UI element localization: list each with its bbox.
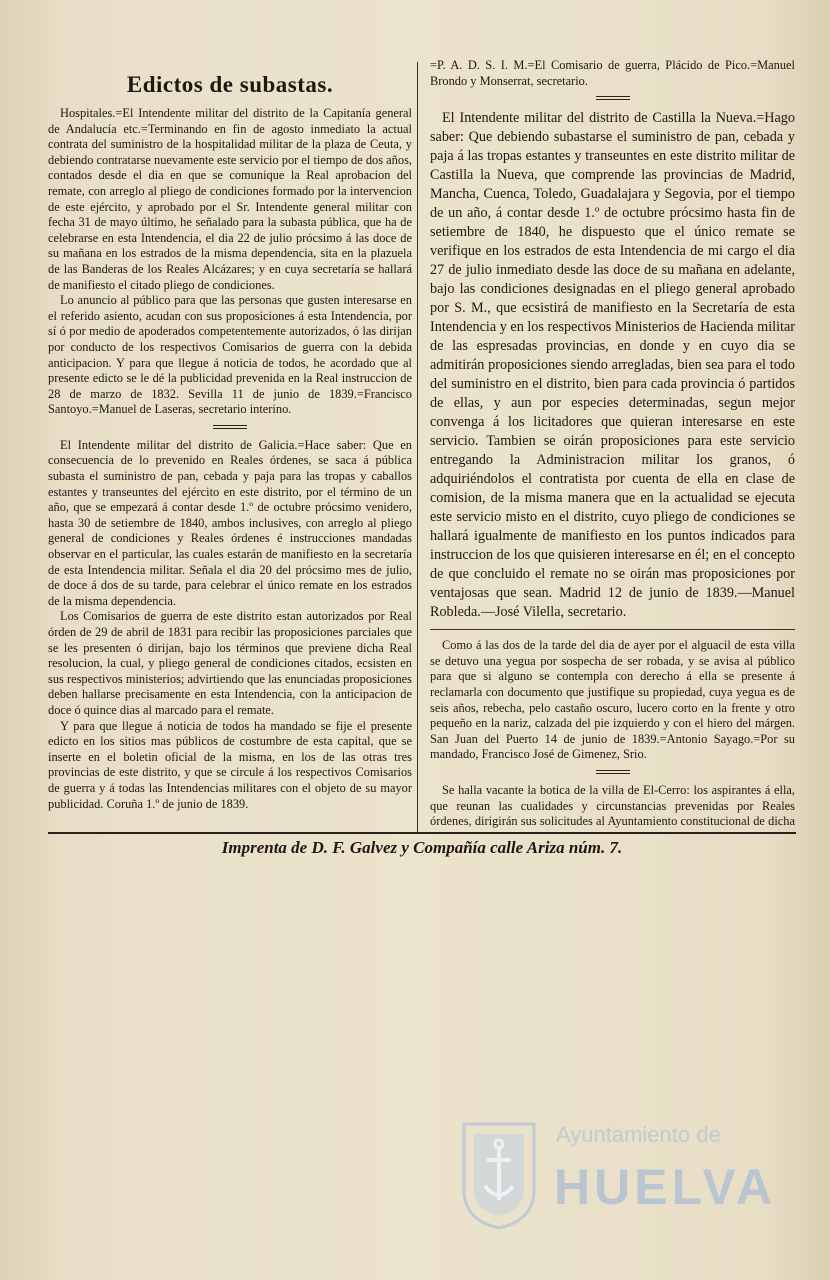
separator (430, 93, 795, 103)
edict-sevilla-notice: Lo anuncio al público para que las personas que gusten interesarse en el referido asiento, acudan con sus proposiciones á esta Intendencia, por sí ó por medio de apoderados competentemente autorizados, ó las dirijan por conducto de los respectivos Comisarios de guerra con la debida anticipacion. Y para que llegue á noticia de todos, he acordado que al presente edicto se le dé la publicidad prevenida en la Real instruccion de 28 de marzo de 1832. Sevilla 11 de junio de 1839.=Francisco Santoyo.=Manuel de Laseras, secretario interino. (48, 293, 412, 417)
signoff-line: =P. A. D. S. I. M.=El Comisario de guerra, Plácido de Pico.=Manuel Brondo y Monserrat, secretario. (430, 58, 795, 88)
separator (48, 422, 412, 432)
edict-galicia-publicidad: Y para que llegue á noticia de todos ha mandado se fije el presente edicto en los sitios mas públicos de costumbre de esta capital, que se inserte en el boletin oficial de la misma, en los de las otras tres provincias de este distrito, y que se circule á los respectivos Comisarios de guerra y á todas las Intendencias militares con el objeto de su mayor publicidad. Coruña 1.º de junio de 1839. (48, 718, 412, 811)
edict-galicia: El Intendente militar del distrito de Galicia.=Hace saber: Que en consecuencia de lo prevenido en Reales órdenes, se saca á pública subasta el suministro de pan, cebada y paja para las tropas y caballos estantes y transeuntes del ejército en este distrito, por el término de un año, que se empezará á contar desde 1.º de octubre prócsimo venidero, hasta 30 de setiembre de 1840, ambos inclusives, con arreglo al pliego general de condiciones y Reales órdenes é instrucciones mandadas observar en el particular, las cuales estarán de manifiesto en la secretaría de esta Intendencia militar. Señala el dia 20 del prócsimo mes de julio, de doce á dos de su tarde, para celebrar el único remate en los estrados de la misma dependencia. (48, 437, 412, 608)
column-divider (417, 62, 418, 832)
imprint-line: Imprenta de D. F. Galvez y Compañía calle Ariza núm. 7. (221, 838, 623, 857)
edict-hospitales: Hospitales.=El Intendente militar del distrito de la Capitanía general de Andalucía etc.=Terminando en fin de agosto inmediato la actual contrata del suministro de la hospitalidad militar de la plaza de Ceuta, y debiendo contratarse nuevamente este servicio por el tiempo de dos años, contados desde el dia en que se comunique la Real aprobacion del remate, con arreglo al pliego de condiciones formado por la intervencion de este ejército, y aprobado por el Sr. Intendente general militar con fecha 31 de mayo último, he señalado para la subasta pública, que ha de celebrarse en esta Intendencia, el dia 22 de julio prócsimo á las doce de su mañana en los estrados de la misma dependencia, sita en la plazuela de las Banderas de los Reales Alcázares; y en cuya secretaría se hallará de manifiesto el citado pliego de condiciones. (48, 106, 412, 292)
left-column (48, 66, 412, 836)
watermark-line2: HUELVA (554, 1159, 777, 1215)
separator (430, 767, 795, 777)
edict-galicia-comisarios: Los Comisarios de guerra de este distrito estan autorizados por Real órden de 29 de abril de 1831 para recibir las proposiciones parciales que se les presenten ó dirijan, bajo los términos que previene dicha Real resolucion, la cual, y pliego general de condiciones citados, ecsisten en sus respectivos ministerios; advirtiendo que las enunciadas proposiciones deben hallarse precisamente en esta Intendencia, con la anticipacion de doce ó quince dias al marcado para el remate. (48, 609, 412, 717)
notice-yegua: Como á las dos de la tarde del dia de ayer por el alguacil de esta villa se detuvo una yegua por sospecha de ser robada, y se avisa al público para que si alguno se contempla con derecho á ella se presente á reclamarla con documento que justifique su propiedad, cuya yegua es de seis años, rebecha, pelo castaño oscuro, lucero corto en la frente y otro pequeño en la nariz, calzada del pie izquierdo y con el hiero del márgen. San Juan del Puerto 14 de junio de 1839.=Antonio Sayago.=Por su mandado, Francisco José de Gimenez, Srio. (430, 638, 795, 762)
notice-botica: Se halla vacante la botica de la villa de El-Cerro: los aspirantes á ella, que reunan las cualidades y circunstancias prevenidas por Reales órdenes, dirigirán sus solicitudes al Ayuntamiento constitucional de dicha (430, 782, 795, 828)
huelva-seal-icon (460, 1120, 538, 1230)
divider-line (430, 629, 795, 630)
footer-rule (48, 832, 796, 834)
archive-watermark (460, 1120, 790, 1240)
edict-castilla-nueva: El Intendente militar del distrito de Castilla la Nueva.=Hago saber: Que debiendo subastarse el suministro de pan, cebada y paja á las tropas estantes y transeuntes en este distrito militar de Castilla la Nueva, que comprende las provincias de Madrid, Mancha, Cuenca, Toledo, Guadalajara y Segovia, por el tiempo de un año, á contar desde 1.º de octubre prócsimo hasta fin de setiembre de 1840, he dispuesto que el único remate se verifique en los estrados de esta Intendencia de mi cargo el dia 27 de julio inmediato desde las doce de su mañana en adelante, bajo las condiciones designadas en el pliego general aprobado por S. M., que ecsistirá de manifiesto en la Secretaría de esta Intendencia y en los respectivos Ministerios de Hacienda militar de las espresadas provincias, en donde y en cuyo dia se admitirán proposiciones siendo arregladas, bien sea para el todo del suministro en el distrito, bien para cada provincia ó partidos de ellas, y aun por especies determinadas, segun mejor convenga á los licitadores que quieran interesarse en este servicio. Tambien se oirán proposiciones para este servicio entregando la Administracion militar los granos, ó adquiriéndolos el contratista por cuenta de ella en clase de comision, de la misma manera que en la actualidad se ejecuta este servicio misto en el distrito, cuyo pliego de condiciones se hallará igualmente de manifiesto en los puntos indicados para instruccion de los que quisieren interesarse en él; en el concepto de que concluido el remate no se oirán mas proposiciones por ventajosas que sean. Madrid 12 de junio de 1839.—Manuel Robleda.—José Vilella, secretario. (430, 110, 795, 621)
watermark-line1: Ayuntamiento de (556, 1122, 721, 1147)
section-heading: Edictos de subastas. (126, 72, 334, 97)
right-column (430, 58, 795, 828)
